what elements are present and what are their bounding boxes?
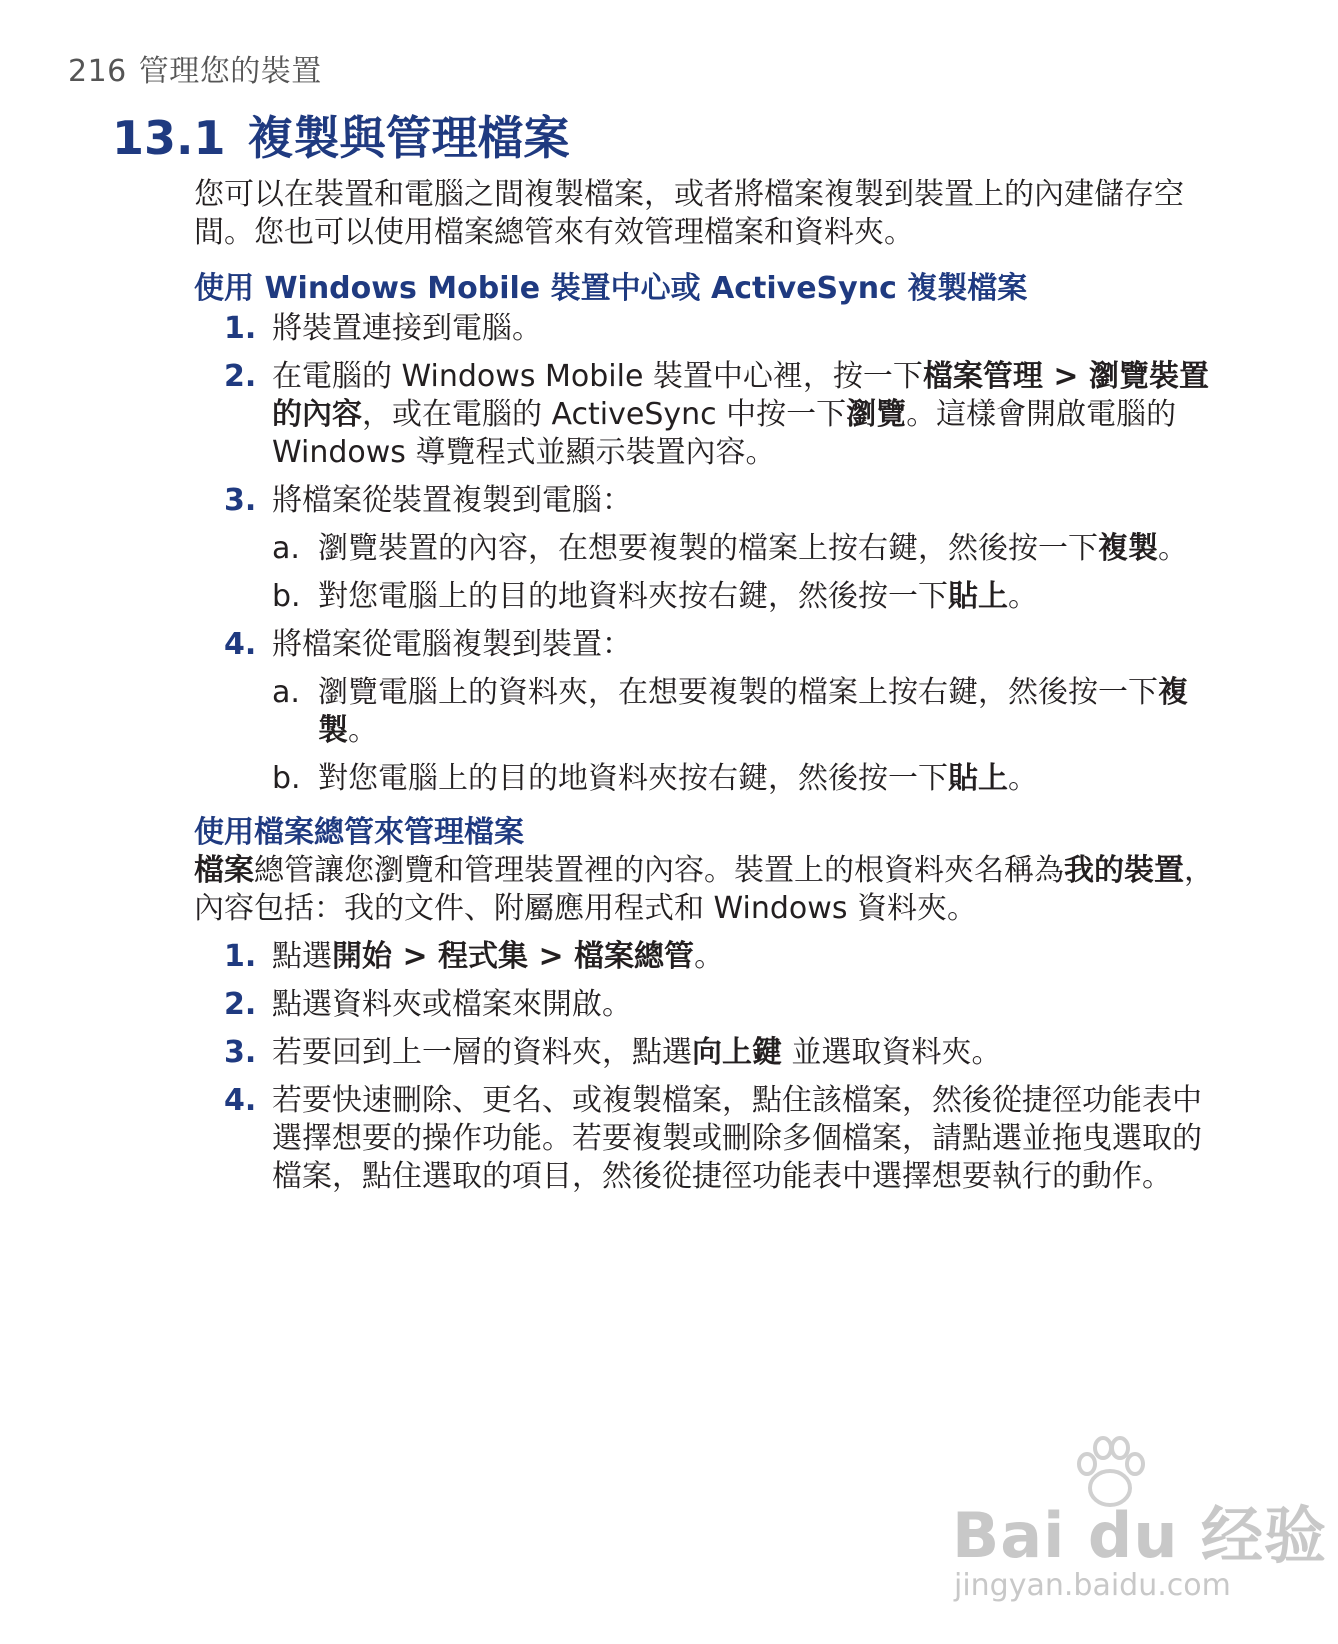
intro-text: ，內容包括：我的文件、附屬應用程式和 Windows 資料夾。 <box>194 853 1214 926</box>
step-bold: 向上鍵 <box>692 1035 782 1070</box>
watermark-site: jingyan.baidu.com <box>954 1568 1231 1603</box>
substep-letter: a. <box>272 675 300 710</box>
substep-text: 。 <box>1008 579 1038 614</box>
substep-bold: 複製 <box>1098 531 1158 566</box>
list-item <box>194 310 1224 348</box>
substep-text: 對您電腦上的目的地資料夾按右鍵，然後按一下 <box>318 761 948 796</box>
baidu-watermark <box>940 1430 1328 1620</box>
list-item <box>194 1082 1224 1196</box>
substep-letter: b. <box>272 579 301 614</box>
list-item <box>272 760 1224 798</box>
substep-bold: 貼上 <box>948 761 1008 796</box>
list-item <box>194 938 1224 976</box>
substep-text: 瀏覽電腦上的資料夾，在想要複製的檔案上按右鍵，然後按一下 <box>318 675 1158 710</box>
step-number: 3. <box>224 483 257 518</box>
step-text: 將裝置連接到電腦。 <box>272 311 542 346</box>
step-text: 並選取資料夾。 <box>782 1035 1002 1070</box>
file-explorer-intro <box>194 852 1224 928</box>
substep-bold: 複製 <box>318 675 1188 748</box>
chapter-title: 管理您的裝置 <box>138 54 322 89</box>
sub-steps <box>272 674 1224 798</box>
intro-bold: 檔案 <box>194 853 254 888</box>
step-text: 若要回到上一層的資料夾，點選 <box>272 1035 692 1070</box>
body-content <box>194 176 1224 1196</box>
step-text: ，或在電腦的 ActiveSync 中按一下 <box>362 397 847 432</box>
list-item <box>272 674 1224 750</box>
step-bold: 瀏覽 <box>846 397 907 432</box>
intro-bold: 我的裝置 <box>1064 853 1184 888</box>
page-number: 216 <box>68 54 127 89</box>
step-text: 將檔案從電腦複製到裝置： <box>272 627 632 662</box>
step-number: 4. <box>224 627 257 662</box>
substep-text: 瀏覽裝置的內容，在想要複製的檔案上按右鍵，然後按一下 <box>318 531 1098 566</box>
list-item <box>194 986 1224 1024</box>
list-item <box>194 1034 1224 1072</box>
step-text: 。這樣會開啟電腦的 Windows 導覽程式並顯示裝置內容。 <box>272 397 1177 470</box>
list-item <box>272 578 1224 616</box>
list-item <box>272 530 1224 568</box>
section-title-text: 複製與管理檔案 <box>247 111 570 165</box>
subheading-file-explorer: 使用檔案總管來管理檔案 <box>194 815 524 850</box>
substep-letter: a. <box>272 531 300 566</box>
list-item <box>194 358 1224 472</box>
intro-paragraph: 您可以在裝置和電腦之間複製檔案，或者將檔案複製到裝置上的內建儲存空間。您也可以使用檔案總管來有效管理檔案和資料夾。 <box>194 177 1184 250</box>
subheading-activesync: 使用 Windows Mobile 裝置中心或 ActiveSync 複製檔案 <box>194 271 1028 306</box>
step-number: 3. <box>224 1035 257 1070</box>
list-item <box>194 482 1224 616</box>
step-text: 點選資料夾或檔案來開啟。 <box>272 987 632 1022</box>
step-text: 在電腦的 Windows Mobile 裝置中心裡，按一下 <box>272 359 923 394</box>
intro-text: 總管讓您瀏覽和管理裝置裡的內容。裝置上的根資料夾名稱為 <box>254 853 1064 888</box>
running-header <box>68 46 322 90</box>
step-number: 4. <box>224 1083 257 1118</box>
step-number: 2. <box>224 987 257 1022</box>
substep-text: 對您電腦上的目的地資料夾按右鍵，然後按一下 <box>318 579 948 614</box>
substep-letter: b. <box>272 761 301 796</box>
step-bold: 檔案管理 > 瀏覽裝置的內容 <box>272 359 1209 432</box>
substep-bold: 貼上 <box>948 579 1008 614</box>
file-explorer-steps <box>194 938 1224 1196</box>
step-number: 1. <box>224 311 257 346</box>
step-text: 若要快速刪除、更名、或複製檔案，點住該檔案，然後從捷徑功能表中選擇想要的操作功能。若要複製或刪除多個檔案，請點選並拖曳選取的檔案，點住選取的項目，然後從捷徑功能表中選擇想要執行的動作。 <box>272 1083 1202 1194</box>
step-bold: 開始 > 程式集 > 檔案總管 <box>332 939 695 974</box>
substep-text: 。 <box>348 713 378 748</box>
substep-text: 。 <box>1158 531 1188 566</box>
list-item <box>194 626 1224 798</box>
section-title <box>112 102 570 168</box>
section-number: 13.1 <box>112 111 226 165</box>
watermark-brand: Bai du 经验 <box>952 1499 1328 1572</box>
activesync-steps <box>194 310 1224 798</box>
step-number: 2. <box>224 359 257 394</box>
step-text: 點選 <box>272 939 332 974</box>
step-number: 1. <box>224 939 257 974</box>
step-text: 。 <box>694 939 725 974</box>
sub-steps <box>272 530 1224 616</box>
substep-text: 。 <box>1008 761 1038 796</box>
step-text: 將檔案從裝置複製到電腦： <box>272 483 632 518</box>
